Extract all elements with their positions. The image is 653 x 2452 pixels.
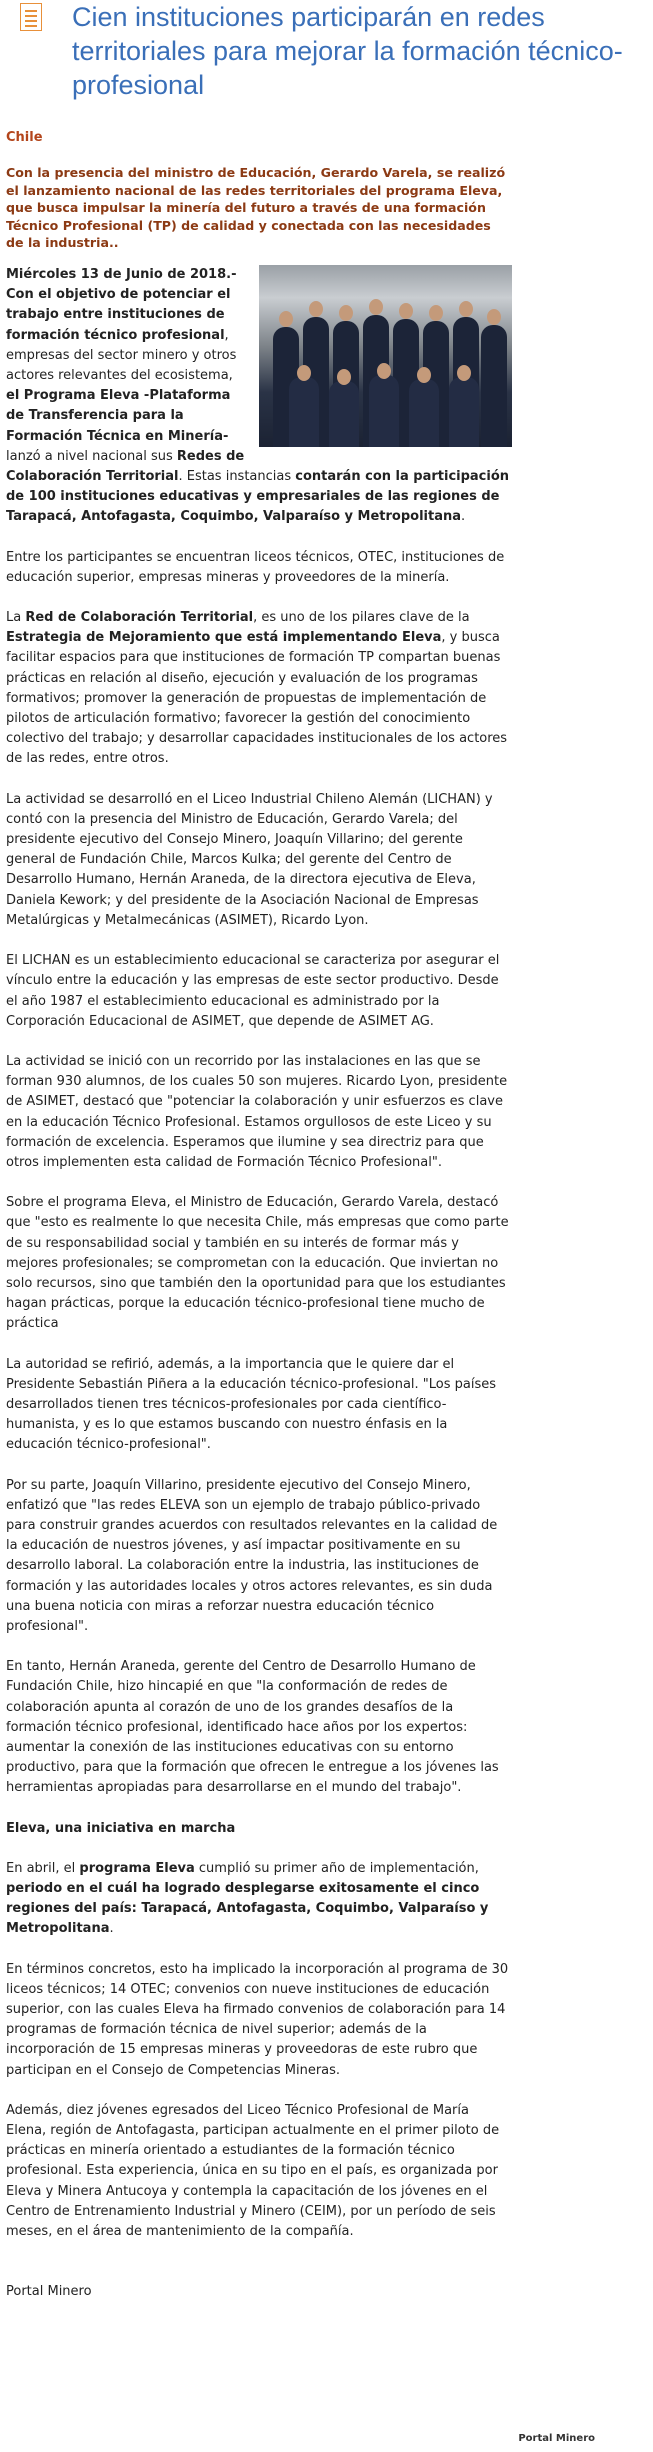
p1-bold-3: contarán con la participación de 100 instituciones educativas y empresariales de las regiones de Tarapacá, Antofagasta, Coquimbo, Valparaíso y Metropolitana bbox=[6, 469, 510, 525]
paragraph-4: La actividad se desarrolló en el Liceo Industrial Chileno Alemán (LICHAN) y contó con la presencia del Ministro de Educación, Gerardo Varela; del presidente ejecutivo del Consejo Minero, Joaquín Villarino; del gerente general de Fundación Chile, Marcos Kulka; del gerente del Centro de Desarrollo Humano, Hernán Araneda, de la directora ejecutiva de Eleva, Daniela Kework; y del presidente de la Asociación Nacional de Empresas Metalúrgicas y Metalmecánicas (ASIMET), Ricardo Lyon. bbox=[6, 791, 493, 928]
paragraph-7: Sobre el programa Eleva, el Ministro de Educación, Gerardo Varela, destacó que "esto es realmente lo que necesita Chile, más empresas que como parte de su responsabilidad social y también en su interés de formar más y mejores profesionales; se comprometan con la educación. Que inviertan no solo recursos, sino que también den la oportunidad para que los estudiantes hagan prácticas, porque la educación técnico-profesional tiene mucho de práctica bbox=[6, 1195, 509, 1332]
paragraph-2: Entre los participantes se encuentran liceos técnicos, OTEC, instituciones de educación superior, empresas mineras y proveedores de la minería. bbox=[6, 549, 505, 585]
paragraph-13: Además, diez jóvenes egresados del Liceo Técnico Profesional de María Elena, región de Antofagasta, participan actualmente en el primer piloto de prácticas en minería orientado a estudiantes de la formación técnico profesional. Esta experiencia, única en su tipo en el país, es organizada por Eleva y Minera Antucoya y contempla la capacitación de los jóvenes en el Centro de Entrenamiento Industrial y Minero (CEIM), por un período de seis meses, en el área de mantenimiento de la compañía. bbox=[6, 2102, 500, 2240]
paragraph-3 bbox=[6, 608, 512, 770]
p1-bold-2: Redes de Colaboración Territorial bbox=[6, 448, 245, 485]
p11-text-3: . bbox=[109, 1921, 114, 1937]
p1-text-1: , empresas del sector minero y otros actores relevantes del ecosistema, bbox=[6, 327, 237, 384]
article-title: Cien instituciones participarán en redes territoriales para mejorar la formación técnico-profesional bbox=[72, 2, 623, 100]
category-label: Chile bbox=[6, 130, 43, 145]
p3-text-2: , es uno de los pilares clave de la bbox=[253, 610, 470, 626]
paragraph-6: La actividad se inició con un recorrido por las instalaciones en las que se forman 930 alumnos, de los cuales 50 son mujeres. Ricardo Lyon, presidente de ASIMET, destacó que "potenciar la colaboración y unir esfuerzos es clave en la educación Técnico Profesional. Estamos orgullosos de este Liceo y su formación de excelencia. Esperamos que ilumine y sea directriz para que otros implementen esta calidad de Formación Técnico Profesional". bbox=[6, 1053, 508, 1170]
article-photo bbox=[259, 265, 512, 447]
document-icon bbox=[20, 3, 42, 31]
paragraph-10: En tanto, Hernán Araneda, gerente del Centro de Desarrollo Humano de Fundación Chile, hizo hincapié en que "la conformación de redes de colaboración apunta al corazón de uno de los grandes desafíos de la formación técnico profesional, identificado hace años por los expertos: aumentar la conexión de las instituciones educativas con su entorno productivo, para que la formación que ofrecen le entregue a los jóvenes las herramientas apropiadas para desarrollarse en el mundo del trabajo". bbox=[6, 1659, 499, 1796]
article-lead: Con la presencia del ministro de Educación, Gerardo Varela, se realizó el lanzamiento nacional de las redes territoriales del programa Eleva, que busca impulsar la minería del futuro a través de una formación Técnico Profesional (TP) de calidad y conectada con las necesidades de la industria.. bbox=[6, 165, 506, 251]
p11-text-1: En abril, el bbox=[6, 1860, 80, 1876]
p1-text-4: . bbox=[461, 509, 466, 525]
p1-text-3: . Estas instancias bbox=[178, 469, 296, 485]
p1-text-2: lanzó a nivel nacional sus bbox=[6, 448, 177, 464]
p3-bold-2: Estrategia de Mejoramiento que está implementando Eleva bbox=[6, 630, 442, 646]
p3-text-1: La bbox=[6, 610, 26, 626]
article-body bbox=[6, 265, 512, 2322]
p3-bold-1: Red de Colaboración Territorial bbox=[25, 610, 254, 626]
p3-text-3: , y busca facilitar espacios para que instituciones de formación TP compartan buenas prácticas en relación al diseño, ejecución y evaluación de los programas formativos; promover la generación de propuestas de implementación de pilotos de articulación formativo; favorecer la gestión del conocimiento colectivo del trabajo; y desarrollar capacidades institucionales de los actores de las redes, entre otros. bbox=[6, 630, 508, 767]
footer-source: Portal Minero bbox=[518, 2433, 595, 2444]
date-intro: Miércoles 13 de Junio de 2018.- Con el objetivo de potenciar el trabajo entre instituciones de formación técnico profesional bbox=[6, 267, 237, 343]
paragraph-8: La autoridad se refirió, además, a la importancia que le quiere dar el Presidente Sebastián Piñera a la educación técnico-profesional. "Los países desarrollados tienen tres técnicos-profesionales por cada científico-humanista, y es lo que estamos buscando con nuestro énfasis en la educación técnico-profesional". bbox=[6, 1356, 497, 1453]
paragraph-5: El LICHAN es un establecimiento educacional se caracteriza por asegurar el vínculo entre la educación y las empresas de este sector productivo. Desde el año 1987 el establecimiento educacional es administrado por la Corporación Educacional de ASIMET, que depende de ASIMET AG. bbox=[6, 953, 500, 1029]
p11-bold-2: periodo en el cuál ha logrado desplegarse exitosamente el cinco regiones del país: Tarapacá, Antofagasta, Coquimbo, Valparaíso y Metropolitana bbox=[6, 1881, 489, 1937]
article-source: Portal Minero bbox=[6, 2284, 92, 2300]
p1-bold-1: el Programa Eleva -Plataforma de Transferencia para la Formación Técnica en Minería- bbox=[6, 388, 231, 444]
paragraph-11 bbox=[6, 1859, 512, 1940]
p11-text-2: cumplió su primer año de implementación, bbox=[194, 1860, 479, 1876]
p11-bold-1: programa Eleva bbox=[79, 1860, 195, 1876]
paragraph-9: Por su parte, Joaquín Villarino, presidente ejecutivo del Consejo Minero, enfatizó que "las redes ELEVA son un ejemplo de trabajo público-privado para construir grandes acuerdos con resultados relevantes en la calidad de la educación de nuestros jóvenes, y así impactar positivamente en su desarrollo laboral. La colaboración entre la industria, las instituciones de formación y las autoridades locales y otros actores relevantes, es sin duda una buena noticia con miras a reforzar nuestra educación técnico profesional". bbox=[6, 1477, 498, 1634]
paragraph-12: En términos concretos, esto ha implicado la incorporación al programa de 30 liceos técnicos; 14 OTEC; convenios con nueve instituciones de educación superior, con las cuales Eleva ha firmado convenios de colaboración para 14 programas de formación técnica de nivel superior; además de la incorporación de 15 empresas mineras y proveedoras de este rubro que participan en el Consejo de Competencias Mineras. bbox=[6, 1961, 509, 2078]
section-subheading: Eleva, una iniciativa en marcha bbox=[6, 1820, 236, 1836]
